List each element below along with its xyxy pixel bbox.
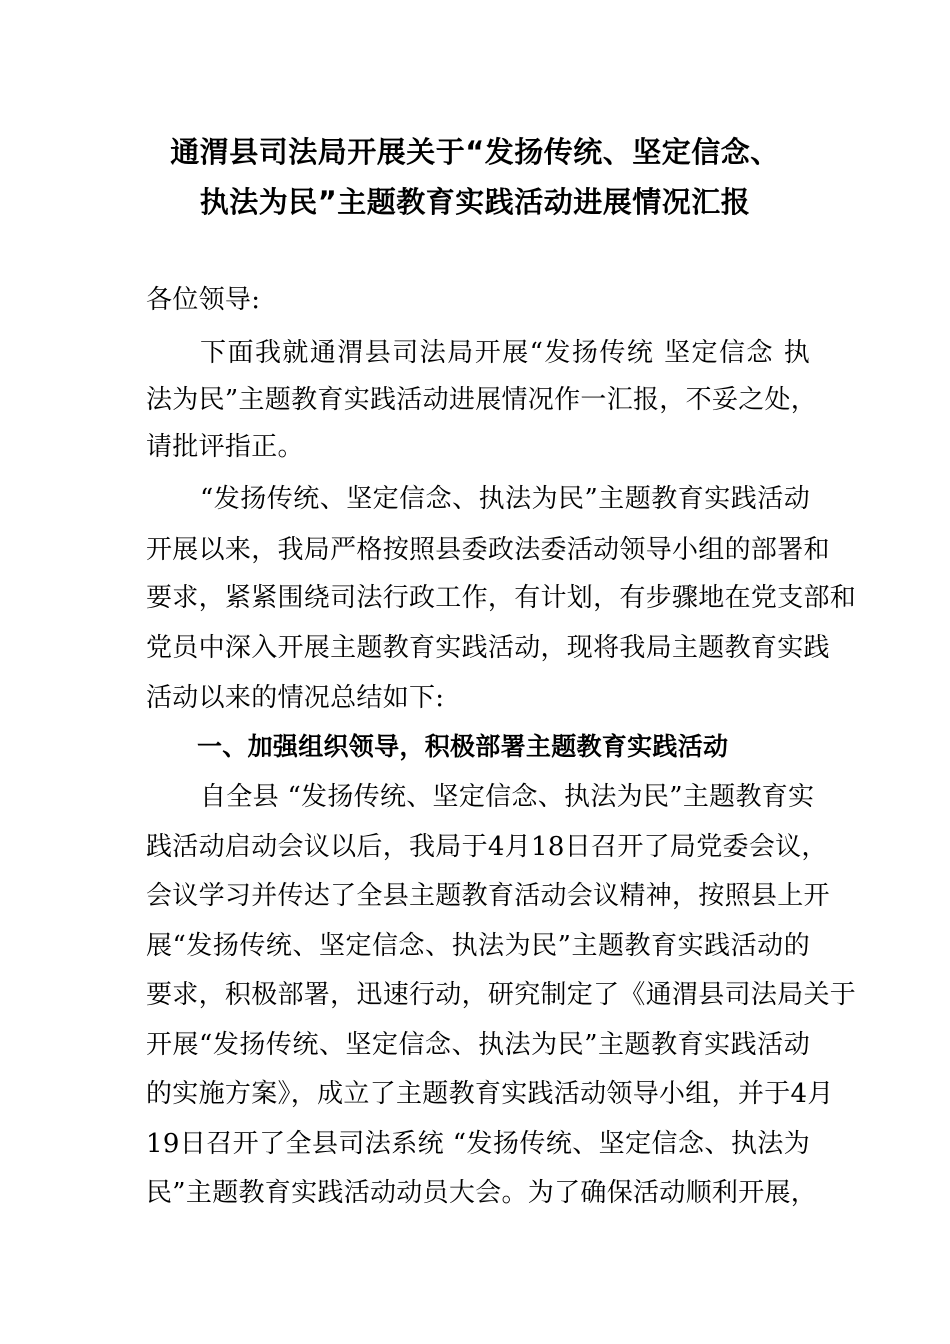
paragraph-3-line: 会议学习并传达了全县主题教育活动会议精神，按照县上开 (146, 881, 830, 911)
paragraph-2-line: 党员中深入开展主题教育实践活动，现将我局主题教育实践 (146, 633, 830, 663)
document-title-line-2: 执法为民”主题教育实践活动进展情况汇报 (199, 185, 751, 219)
paragraph-3-line: 要求，积极部署，迅速行动，研究制定了《通渭县司法局关于 (146, 980, 857, 1010)
paragraph-3-line: 展“发扬传统、坚定信念、执法为民”主题教育实践活动的 (146, 931, 810, 961)
paragraph-1-line: 请批评指正。 (146, 432, 304, 462)
salutation: 各位领导: (146, 285, 261, 315)
paragraph-2-line: 活动以来的情况总结如下: (146, 683, 445, 713)
paragraph-2-line: “发扬传统、坚定信念、执法为民”主题教育实践活动 (200, 484, 810, 514)
paragraph-1-line: 下面我就通渭县司法局开展“发扬传统 坚定信念 执 (200, 338, 810, 368)
document-title-line-1: 通渭县司法局开展关于“发扬传统、坚定信念、 (170, 135, 780, 169)
paragraph-3-line: 开展“发扬传统、坚定信念、执法为民”主题教育实践活动 (146, 1030, 810, 1060)
paragraph-2-line: 开展以来，我局严格按照县委政法委活动领导小组的部署和 (146, 535, 830, 565)
paragraph-3-line: 践活动启动会议以后，我局于4月18日召开了局党委会议， (146, 832, 828, 862)
paragraph-3-line: 民”主题教育实践活动动员大会。为了确保活动顺利开展， (146, 1178, 818, 1208)
paragraph-1-line: 法为民”主题教育实践活动进展情况作一汇报，不妥之处， (146, 385, 818, 415)
paragraph-3-line: 自全县 “发扬传统、坚定信念、执法为民”主题教育实 (200, 782, 815, 812)
paragraph-3-line: 的实施方案》，成立了主题教育实践活动领导小组，并于4月 (146, 1079, 834, 1109)
paragraph-3-line: 19日召开了全县司法系统 “发扬传统、坚定信念、执法为 (146, 1129, 810, 1159)
paragraph-2-line: 要求，紧紧围绕司法行政工作，有计划，有步骤地在党支部和 (146, 583, 857, 613)
section-1-heading: 一、加强组织领导，积极部署主题教育实践活动 (197, 732, 729, 761)
